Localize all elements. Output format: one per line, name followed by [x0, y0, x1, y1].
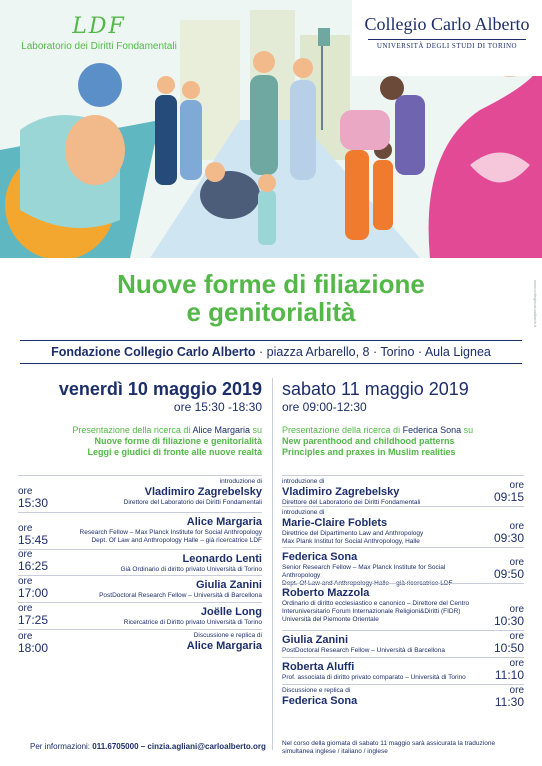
day2-intro-text: Presentazione della ricerca di [282, 425, 403, 435]
day1-topic-1: Nuove forme di filiazione e genitorialità [94, 436, 262, 446]
time-value: 18:00 [18, 641, 49, 655]
program-row [18, 549, 262, 575]
row-time [495, 686, 524, 709]
venue-bar [20, 340, 522, 364]
ore-label: ore [18, 603, 33, 614]
row-time [18, 524, 48, 547]
speaker-name: Alice Margaria [186, 516, 262, 528]
collegio-logo-rule [368, 39, 526, 40]
ore-label: ore [509, 521, 524, 532]
title-line-1: Nuove forme di filiazione [117, 269, 425, 299]
hero-illustration [0, 0, 542, 258]
day1-header [20, 378, 262, 458]
program-row [18, 602, 262, 629]
ore-label: ore [18, 576, 33, 587]
row-content [282, 661, 524, 682]
row-time [494, 558, 524, 581]
speaker-name: Roberto Mazzola [282, 587, 370, 599]
row-content [18, 553, 262, 574]
speaker-name: Joëlle Long [200, 606, 262, 618]
speaker-intro: introduzione di [219, 478, 262, 485]
row-content [18, 478, 262, 507]
row-content [282, 587, 524, 624]
time-value: 16:25 [18, 559, 49, 573]
row-content [18, 606, 262, 627]
time-value: 15:30 [18, 496, 49, 510]
speaker-role: Interuniversitario Forum Internazionale Religioni&Diritti (FIDR) [282, 608, 461, 615]
day1-date: venerdì 10 maggio 2019 [58, 379, 262, 399]
speaker-role: Prof. associata di diritto privato comparato – Università di Torino [282, 674, 466, 681]
time-value: 10:50 [493, 641, 524, 655]
program-row [282, 630, 524, 657]
day2-intro-end: su [461, 425, 474, 435]
time-value: 09:15 [493, 490, 524, 504]
collegio-logo-university: UNIVERSITÀ DEGLI STUDI DI TORINO [376, 42, 518, 50]
speaker-name: Federica Sona [282, 695, 358, 707]
day1-intro-author: Alice Margaria [192, 425, 250, 435]
speaker-name: Marie-Claire Foblets [282, 517, 388, 529]
day1-intro [20, 425, 262, 436]
ore-label: ore [18, 549, 33, 560]
day2-date: sabato 11 maggio 2019 [282, 379, 469, 399]
column-divider [272, 378, 273, 750]
day1-intro-end: su [249, 425, 262, 435]
footer-translation-note: Nel corso della giornata di sabato 11 maggio sarà assicurata la traduzione simultanea inglese / italiano / inglese [282, 740, 496, 755]
speaker-role: Università del Piemonte Orientale [282, 616, 379, 623]
speaker-role: PostDoctoral Research Fellow – Università di Barcellona [99, 592, 262, 599]
program-row [18, 512, 262, 549]
collegio-logo-name: Collegio Carlo Alberto [364, 14, 530, 34]
time-value: 11:10 [494, 668, 524, 682]
day2-time: ore 09:00-12:30 [282, 400, 367, 414]
row-time [18, 577, 48, 600]
speaker-name: Leonardo Lenti [182, 553, 262, 565]
day2-topic-1: New parenthood and childhood patterns [282, 436, 455, 446]
row-content [18, 579, 262, 600]
program-row [282, 547, 524, 587]
speaker-name: Giulia Zanini [282, 634, 349, 646]
speaker-role: Direttore del Laboratorio dei Diritti Fondamentali [282, 499, 421, 506]
program-row [282, 475, 524, 506]
row-content [282, 478, 524, 507]
time-value: 11:30 [494, 695, 524, 709]
ore-label: ore [509, 685, 524, 696]
day1-topic-2: Leggi e giudici di fronte alle nuove realtà [87, 447, 262, 457]
day1-intro-text: Presentazione della ricerca di [72, 425, 193, 435]
row-content [282, 687, 524, 708]
speaker-intro: introduzione di [282, 509, 325, 516]
ore-label: ore [18, 486, 33, 497]
day2-topic-2: Principles and praxes in Muslim realities [282, 447, 456, 457]
row-time [18, 550, 48, 573]
row-time [495, 659, 524, 682]
row-time [18, 604, 48, 627]
vertical-url: www.collegiocarloalberto.it [533, 280, 538, 328]
speaker-name: Alice Margaria [186, 640, 262, 652]
ldf-logo [14, 14, 184, 60]
row-content [18, 516, 262, 545]
speaker-name: Roberta Aluffi [282, 661, 355, 673]
row-content [282, 509, 524, 546]
footer-contact[interactable]: 011.6705000 – cinzia.agliani@carloalberto.org [92, 742, 266, 751]
ore-label: ore [509, 658, 524, 669]
speaker-role: PostDoctoral Research Fellow – Università di Barcellona [282, 647, 445, 654]
venue-org: Fondazione Collegio Carlo Alberto [51, 345, 256, 359]
venue-address: · piazza Arbarello, 8 · Torino · Aula Lignea [255, 345, 491, 359]
program-row [18, 629, 262, 657]
speaker-role: Max Plank Institut for Social Anthropology, Halle [282, 538, 420, 545]
row-time [494, 632, 524, 655]
ore-label: ore [18, 631, 33, 642]
program-row [282, 583, 524, 630]
program-row [18, 575, 262, 602]
time-value: 10:30 [493, 614, 524, 628]
speaker-role: Direttrice del Dipartimento Law and Anthropology [282, 530, 424, 537]
speaker-role: Ricercatrice di Diritto privato Università di Torino [123, 619, 262, 626]
ore-label: ore [509, 631, 524, 642]
speaker-role: Dept. Of Law and Anthropology Halle – già ricercatrice LDF [91, 537, 262, 544]
page-title [0, 270, 542, 326]
ore-label: ore [509, 557, 524, 568]
row-time [494, 605, 524, 628]
day1-time: ore 15:30 -18:30 [173, 400, 262, 414]
speaker-intro: Discussione e replica di [282, 687, 351, 694]
collegio-logo [352, 0, 542, 76]
program-row [282, 684, 524, 711]
speaker-role: Senior Research Fellow – Max Planck Institute for Social Anthropology [282, 564, 446, 579]
day2-program [282, 475, 524, 711]
day2-header [282, 378, 524, 458]
day2-intro [282, 425, 524, 436]
row-content [18, 632, 262, 653]
program-row [282, 657, 524, 684]
speaker-intro: Discussione e replica di [193, 632, 262, 639]
title-line-2: e genitorialità [186, 297, 356, 327]
program-row [282, 506, 524, 547]
speaker-name: Federica Sona [282, 551, 358, 563]
time-value: 15:45 [18, 533, 49, 547]
time-value: 09:50 [493, 567, 524, 581]
row-time [18, 487, 48, 510]
row-content [282, 634, 524, 655]
day1-program [18, 475, 262, 657]
row-time [18, 632, 48, 655]
day2-intro-author: Federica Sona [402, 425, 462, 435]
speaker-role: Direttore del Laboratorio dei Diritti Fondamentali [123, 499, 262, 506]
speaker-role: Ordinario di diritto ecclesiastico e canonico – Direttore del Centro [282, 600, 470, 607]
speaker-name: Vladimiro Zagrebelsky [282, 486, 400, 498]
ldf-logo-subtitle: Laboratorio dei Diritti Fondamentali [21, 41, 177, 52]
footer-info [30, 742, 266, 751]
speaker-role: Research Fellow – Max Planck Institute for Social Anthropology [79, 529, 262, 536]
speaker-role: Già Ordinario di diritto privato Università di Torino [120, 566, 262, 573]
footer-info-label: Per informazioni: [30, 742, 93, 751]
time-value: 17:00 [18, 586, 49, 600]
speaker-name: Vladimiro Zagrebelsky [144, 486, 262, 498]
speaker-role: Dept. Of Law and Anthropology Halle – già ricercatrice LDF [282, 580, 453, 587]
ore-label: ore [18, 523, 33, 534]
row-time [494, 481, 524, 504]
row-time [494, 522, 524, 545]
ore-label: ore [509, 480, 524, 491]
program-row [18, 475, 262, 512]
ldf-logo-title: LDF [72, 14, 126, 39]
speaker-intro: introduzione di [282, 478, 325, 485]
time-value: 09:30 [493, 531, 524, 545]
time-value: 17:25 [18, 613, 49, 627]
speaker-name: Giulia Zanini [195, 579, 262, 591]
ore-label: ore [509, 604, 524, 615]
